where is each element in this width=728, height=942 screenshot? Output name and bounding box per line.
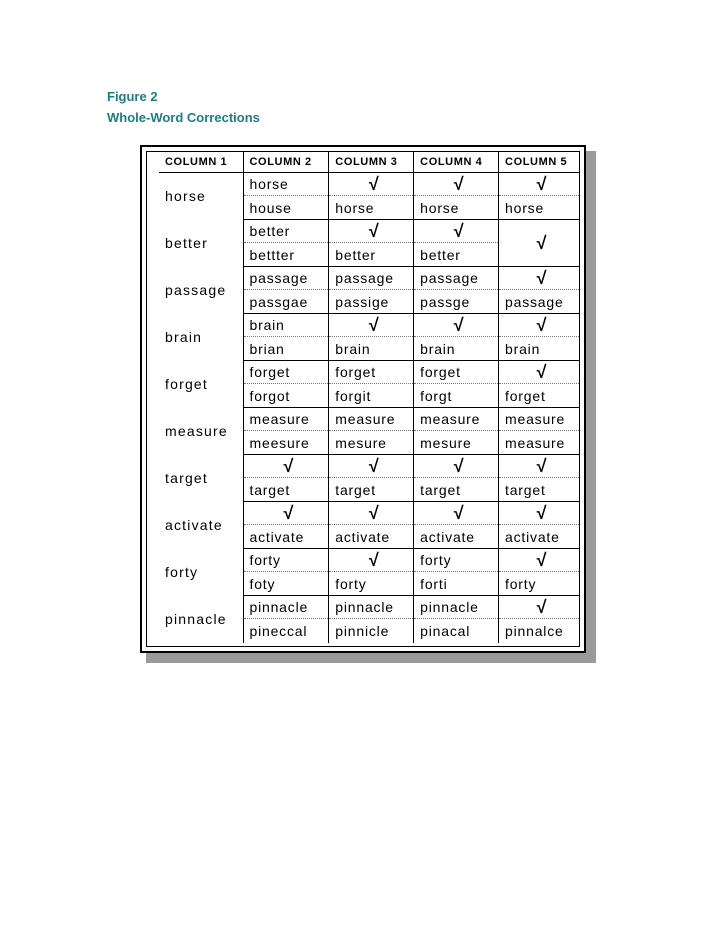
check-mark-col3: √ [329,455,414,478]
cell-col2-attempt: meesure [243,431,329,455]
check-mark-col5: √ [499,502,579,525]
corrections-table [159,152,579,643]
cell-col3-attempt: forty [329,572,414,596]
cell-col3-attempt: forgit [329,384,414,408]
cell-col4-attempt: horse [414,196,499,220]
cell-col2-attempt: forgot [243,384,329,408]
cell-col3-attempt: better [329,243,414,267]
cell-col5-attempt: target [499,478,579,502]
cell-col4-attempt: target [414,478,499,502]
check-mark-col4: √ [414,455,499,478]
row-word: measure [165,423,228,439]
check-mark-col5: √ [499,314,579,337]
row-word: pinnacle [165,611,227,627]
cell-col4-attempt: forti [414,572,499,596]
table-row [159,502,579,525]
table-row [159,549,579,572]
cell-col3: passage [329,267,414,290]
check-mark-col5: √ [499,455,579,478]
cell-col2: brain [243,314,329,337]
row-word: brain [165,329,203,345]
cell-col4: passage [414,267,499,290]
cell-col5-attempt: pinnalce [499,619,579,643]
cell-col3-attempt: activate [329,525,414,549]
cell-col4: forget [414,361,499,384]
table-row [159,596,579,619]
cell-col3-attempt: mesure [329,431,414,455]
cell-col2-attempt: house [243,196,329,220]
row-word: forty [165,564,199,580]
cell-col4-attempt: activate [414,525,499,549]
cell-col4: measure [414,408,499,431]
cell-col5-attempt: horse [499,196,579,220]
cell-col5-attempt: forget [499,384,579,408]
check-mark-col4: √ [414,220,499,243]
cell-col4: forty [414,549,499,572]
cell-col3-attempt: passige [329,290,414,314]
cell-col2-attempt: pineccal [243,619,329,643]
table-inner-border [146,151,580,647]
header-row [159,152,579,173]
check-mark-col2: √ [243,502,329,525]
cell-col4-attempt: mesure [414,431,499,455]
table-body [159,173,579,643]
cell-col4-attempt: pinacal [414,619,499,643]
cell-col4-attempt: forgt [414,384,499,408]
cell-col2-attempt: foty [243,572,329,596]
check-mark-col3: √ [329,549,414,572]
cell-col2: better [243,220,329,243]
cell-col3: measure [329,408,414,431]
check-mark-col2: √ [243,455,329,478]
cell-col2: measure [243,408,329,431]
row-word: activate [165,517,223,533]
cell-col4-attempt: brain [414,337,499,361]
table-row [159,314,579,337]
check-mark-col5: √ [499,361,579,384]
check-mark-col3: √ [329,173,414,196]
cell-col2: horse [243,173,329,196]
cell-col2-attempt: passgae [243,290,329,314]
check-mark-col5: √ [499,173,579,196]
cell-col5-attempt: forty [499,572,579,596]
row-word: better [165,235,208,251]
figure-title: Whole-Word Corrections [107,110,260,125]
table-row [159,173,579,196]
row-word: passage [165,282,227,298]
check-mark-col5: √ [499,596,579,619]
table-row [159,220,579,243]
table-row [159,361,579,384]
cell-col2: pinnacle [243,596,329,619]
header-column-1: COLUMN 1 [159,152,243,173]
check-mark-col3: √ [329,502,414,525]
check-mark-col4: √ [414,502,499,525]
cell-col3: forget [329,361,414,384]
cell-col2: forget [243,361,329,384]
table-row [159,455,579,478]
cell-col2: passage [243,267,329,290]
header-column-2: COLUMN 2 [243,152,329,173]
cell-col4-attempt: better [414,243,499,267]
cell-col5: measure [499,408,579,431]
check-mark-col3: √ [329,314,414,337]
check-mark-col3: √ [329,220,414,243]
cell-col5-attempt: brain [499,337,579,361]
check-mark-col4: √ [414,173,499,196]
cell-col2-attempt: brian [243,337,329,361]
check-mark-col4: √ [414,314,499,337]
cell-col2-attempt: activate [243,525,329,549]
check-mark-col5: √ [499,267,579,290]
table-row [159,267,579,290]
header-column-5: COLUMN 5 [499,152,579,173]
check-mark-col5: √ [499,220,579,267]
row-word: forget [165,376,208,392]
header-column-4: COLUMN 4 [414,152,499,173]
figure-label: Figure 2 [107,89,158,104]
cell-col5-attempt: measure [499,431,579,455]
cell-col5-attempt: passage [499,290,579,314]
cell-col3: pinnacle [329,596,414,619]
table-frame [140,145,586,653]
cell-col3-attempt: target [329,478,414,502]
row-word: target [165,470,208,486]
cell-col3-attempt: horse [329,196,414,220]
check-mark-col5: √ [499,549,579,572]
row-word: horse [165,188,207,205]
cell-col3-attempt: pinnicle [329,619,414,643]
cell-col5-attempt: activate [499,525,579,549]
cell-col4: pinnacle [414,596,499,619]
header-column-3: COLUMN 3 [329,152,414,173]
cell-col3-attempt: brain [329,337,414,361]
cell-col2-attempt: bettter [243,243,329,267]
cell-col2: forty [243,549,329,572]
table-row [159,408,579,431]
cell-col4-attempt: passge [414,290,499,314]
cell-col2-attempt: target [243,478,329,502]
